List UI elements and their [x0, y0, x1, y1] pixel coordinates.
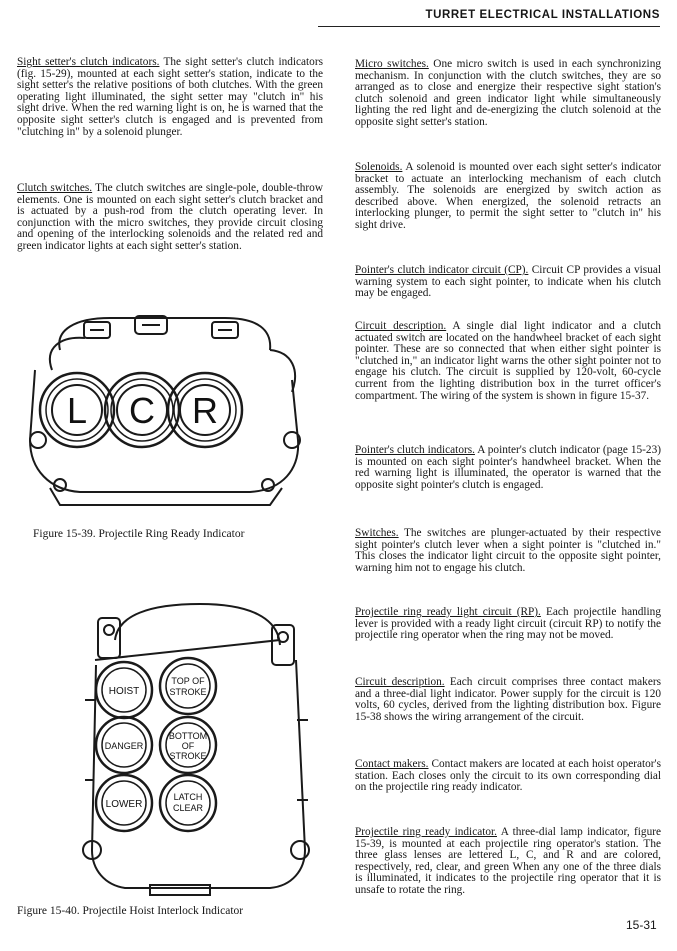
paragraph-pointers-clutch-indicators	[355, 445, 661, 491]
paragraph-heading: Clutch switches.	[17, 182, 93, 194]
paragraph-sight-setters-clutch-indicators	[17, 57, 323, 138]
dial-label-lower: LOWER	[105, 799, 143, 810]
lens-label-r: R	[192, 390, 218, 431]
dial-label-stroke: STROKE	[169, 687, 207, 697]
paragraph-body: A solenoid is mounted over each sight setter's indicator bracket to actuate an interlocking mechanism of each clutch assembly. The solenoids are energized by switch action as described above. When energized, the solenoid retracts an interlocking plunger, to permit the sight setter to "clutch in" his sight drive.	[355, 161, 661, 231]
paragraph-body: The switches are plunger-actuated by their respective sight pointer's clutch lever when a sight pointer is "clutched in." This closes the indicator light circuit to the opposite sight pointer, warning him not to engage his clutch.	[355, 527, 661, 574]
paragraph-solenoids	[355, 162, 661, 232]
paragraph-projectile-ring-ready-indicator	[355, 827, 661, 897]
dial-label-hoist: HOIST	[108, 686, 140, 697]
paragraph-body: One micro switch is used in each synchronizing mechanism. In conjunction with the clutch switches, they are so arranged as to close and energize their respective sight station's clutch solenoid and green indicator light while simultaneously lighting the red light and de-energizing the clutch solenoid at the opposite sight setter's station.	[355, 58, 661, 128]
figure-15-39-caption: Figure 15-39. Projectile Ring Ready Indicator	[33, 528, 245, 540]
paragraph-heading: Switches.	[355, 527, 399, 539]
running-header: TURRET ELECTRICAL INSTALLATIONS	[425, 9, 660, 21]
paragraph-body: A three-dial lamp indicator, figure 15-39, is mounted at each projectile ring operator's station. The three glass lenses are lettered L, C, and R and are colored, respectively, red, clear, and green When any one of the three dials is illuminated, it indicates to the projectile ring operator that it is unsafe to rotate the ring.	[355, 826, 661, 896]
paragraph-heading: Circuit description.	[355, 676, 445, 688]
paragraph-contact-makers	[355, 759, 661, 794]
paragraph-heading: Pointer's clutch indicators.	[355, 444, 475, 456]
paragraph-heading: Projectile ring ready light circuit (RP).	[355, 606, 541, 618]
figure-15-40-caption: Figure 15-40. Projectile Hoist Interlock Indicator	[17, 905, 244, 917]
figure-15-39-illustration	[0, 300, 320, 520]
paragraph-body: Each projectile handling lever is provided with a ready light circuit (circuit RP) to notify the projectile ring operator when the ring may not be moved.	[355, 606, 661, 642]
paragraph-heading: Contact makers.	[355, 758, 429, 770]
paragraph-heading: Solenoids.	[355, 161, 403, 173]
paragraph-body: A single dial light indicator and a clutch actuated switch are located on the handwheel bracket of each sight pointer. These are so connected that when either sight pointer is "clutched in," an indicator light warns the other sight pointer not to engage his clutch. The circuit is supplied by 120-volt, 60-cycle current from the lighting distribution box in the turret officer's compartment. The wiring of the system is shown in figure 15-37.	[355, 320, 661, 402]
paragraph-circuit-description-rp	[355, 677, 661, 723]
dial-label-stroke-2: STROKE	[169, 751, 207, 761]
header-rule	[318, 26, 660, 27]
paragraph-circuit-description-cp	[355, 321, 661, 402]
dial-label-of: OF	[181, 741, 195, 751]
paragraph-heading: Sight setter's clutch indicators.	[17, 56, 160, 68]
lens-label-c: C	[129, 390, 155, 431]
paragraph-heading: Projectile ring ready indicator.	[355, 826, 497, 838]
paragraph-body: Each circuit comprises three contact makers and a three-dial light indicator. Power supply for the circuit is 120 volts, 60 cycles, derived from the lighting distribution box. Figure 15-38 shows the wiring arrangement of the circuit.	[355, 676, 661, 723]
paragraph-body: A pointer's clutch indicator (page 15-23) is mounted on each sight pointer's handwheel bracket. When the red warning light is illuminated, the operator is warned that the opposite sight pointer's clutch is engaged.	[355, 444, 661, 491]
dial-label-top-of: TOP OF	[171, 676, 205, 686]
lens-label-l: L	[66, 390, 88, 431]
dial-label-latch: LATCH	[173, 792, 203, 802]
paragraph-body: Contact makers are located at each hoist operator's station. Each closes only the circuit to its own corresponding dial on the projectile ring ready indicator.	[355, 758, 661, 794]
paragraph-clutch-switches	[17, 183, 323, 253]
paragraph-switches	[355, 528, 661, 574]
paragraph-heading: Circuit description.	[355, 320, 447, 332]
dial-label-danger: DANGER	[104, 741, 144, 751]
paragraph-body: The clutch switches are single-pole, double-throw elements. One is mounted on each sight setter's clutch bracket and is actuated by a push-rod from the clutch operating lever. In conjunction with the micro switches, they provide circuit closing and opening of the interlocking solenoids and the related red and green indicator lights at each sight setter's station.	[17, 182, 323, 252]
paragraph-heading: Pointer's clutch indicator circuit (CP).	[355, 264, 529, 276]
paragraph-heading: Micro switches.	[355, 58, 429, 70]
paragraph-body: The sight setter's clutch indicators (fig. 15-29), mounted at each sight setter's station, indicate to the sight setter's the relative positions of both clutches. With the green operating light illuminated, the sight setter may "clutch in" his sight drive. When the red warning light is on, he is warned that the opposite sight setter's clutch is engaged and is prevented from "clutching in" by a solenoid plunger.	[17, 56, 323, 138]
dial-label-bottom: BOTTOM	[168, 731, 208, 741]
page-number: 15-31	[626, 918, 657, 932]
paragraph-body: Circuit CP provides a visual warning system to each sight pointer, to indicate when his clutch may be engaged.	[355, 264, 661, 300]
dial-label-clear: CLEAR	[172, 803, 204, 813]
paragraph-pointers-clutch-indicator-circuit	[355, 265, 661, 300]
paragraph-micro-switches	[355, 59, 661, 129]
figure-15-40-illustration	[0, 590, 330, 900]
paragraph-projectile-ring-ready-light-circuit	[355, 607, 661, 642]
